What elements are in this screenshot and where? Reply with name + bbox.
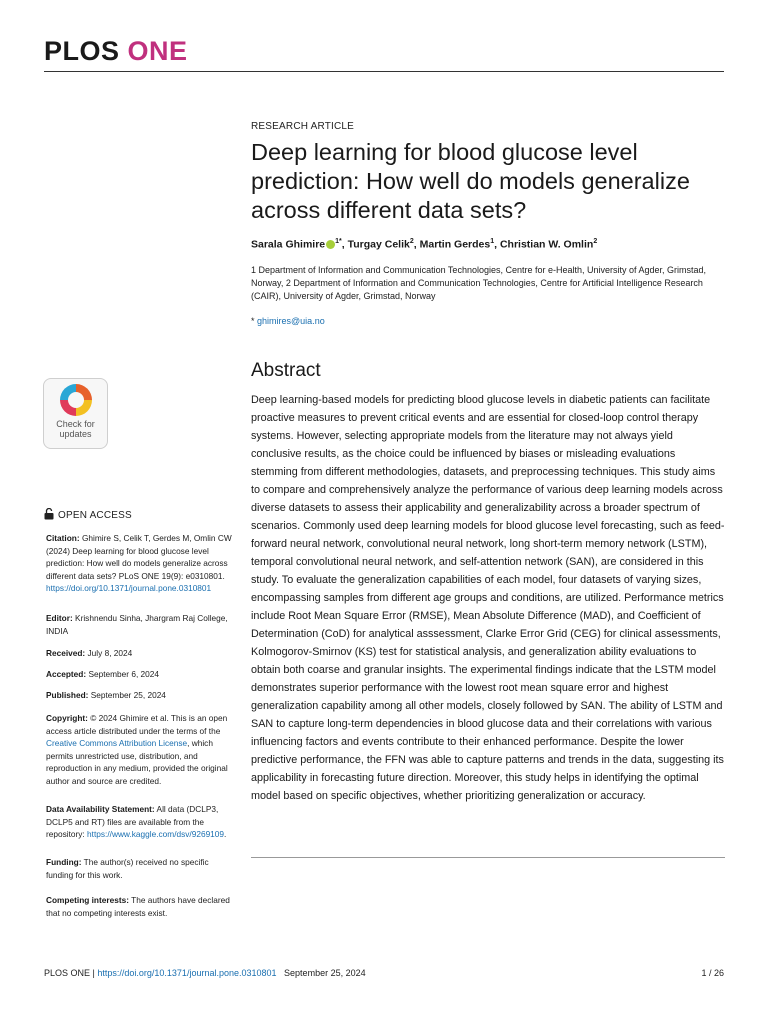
logo-plos-text: PLOS: [44, 36, 120, 66]
citation-label: Citation:: [46, 533, 80, 543]
accepted-date: September 6, 2024: [88, 669, 160, 679]
published-label: Published:: [46, 690, 89, 700]
author-list: Sarala Ghimire $^{1*}$, Turgay Celik$^2$, Martin Gerdes$^1$, Christian W. Omlin$^2$: [251, 238, 598, 251]
badge-line1: Check for: [56, 419, 95, 429]
received-block: [46, 647, 236, 660]
competing-interests-label: Competing interests:: [46, 895, 129, 905]
check-for-updates-icon: [60, 384, 92, 416]
citation-text: Ghimire S, Celik T, Gerdes M, Omlin CW (2024) Deep learning for blood glucose level prediction: How well do models generalize across different data sets? PLoS ONE 19(9): e0310801.: [46, 533, 232, 581]
data-availability-label: Data Availability Statement:: [46, 804, 155, 814]
published-date: September 25, 2024: [90, 690, 166, 700]
footer-journal: PLOS ONE |: [44, 968, 95, 978]
journal-header: [44, 34, 724, 72]
corresponding-marker: *: [339, 238, 342, 245]
author-name[interactable]: Turgay Celik: [347, 238, 410, 251]
abstract-text: Deep learning-based models for predicting blood glucose levels in diabetic patients can facilitate proactive measures to prevent critical events and are essential for closed-loop control therapy systems. However, selecting appropriate models from the literature may not always yield conclusive results, as the choice could be influenced by biases or misleading evaluations stemming from different methodologies, datasets, and preprocessing techniques. This study aims to compare and comprehensively analyze the performance of various deep learning models across diverse datasets to assess their applicability and generalizability across a broader spectrum of scenarios. Commonly used deep learning models for blood glucose level forecasting, such as feed-forward neural network, convolutional neural network, long short-term memory network (LSTM), temporal convolutional neural network, and self-attention network (SAN), are considered in this study. To evaluate the generalization capabilities of each model, four datasets of varying sizes, encompassing samples from different age groups and conditions, are utilized. Performance metrics include Root Mean Square Error (RMSE), Mean Absolute Difference (MAD), and Coefficient of Determination (CoD) for analytical asssessment, Clarke Error Grid (CEG) for clinical assessments, Kolmogorov-Smirnov (KS) test for statistical analysis, and generalization ability evaluations to obtain both coarse and granular insights. The experimental findings indicate that the LSTM model demonstrates superior performance with the lowest root mean square error and highest generalization capability among all other models, closely followed by SAN. The ability of LSTM and SAN to capture long-term dependencies in blood glucose data and their correlations with various influencing factors and events contribute to their enhanced performance. Despite the lower predictive performance, the FFN was able to capture patterns and trends in the data, suggesting its applicability in forecasting future direction. Moreover, this study helps in identifying the optimal model based on specific objectives, whether prioritizing generalization or accuracy.: [251, 394, 725, 802]
open-access-label: [44, 508, 132, 521]
accepted-label: Accepted:: [46, 669, 87, 679]
data-availability-block: [46, 803, 236, 841]
footer-date: September 25, 2024: [284, 968, 366, 978]
data-availability-text: All data (DCLP3, DCLP5 and RT) files are available from the repository:: [46, 804, 219, 839]
copyright-block: [46, 712, 236, 787]
author-affil-sup: 1: [490, 238, 495, 245]
copyright-text: © 2024 Ghimire et al. This is an open access article distributed under the terms of the: [46, 713, 228, 736]
email-link[interactable]: ghimires@uia.no: [257, 316, 325, 326]
data-availability-end: .: [224, 829, 227, 839]
funding-text: The author(s) received no specific funding for this work.: [46, 857, 209, 880]
author-name[interactable]: Christian W. Omlin: [499, 238, 594, 251]
funding-label: Funding:: [46, 857, 82, 867]
competing-interests-text: The authors have declared that no competing interests exist.: [46, 895, 230, 918]
citation-block: [46, 532, 236, 595]
article-type: RESEARCH ARTICLE: [251, 121, 355, 132]
email-marker: *: [251, 316, 255, 326]
open-lock-icon: [44, 508, 54, 520]
received-date: July 8, 2024: [87, 648, 133, 658]
affiliations: 1 Department of Information and Communication Technologies, Centre for e-Health, University of Agder, Grimstad, Norway, 2 Department of Information and Communication Technologies, Centre for Artificial Intelligence Research (CAIR), University of Agder, Grimstad, Norway: [251, 265, 707, 301]
page-number: 1 / 26: [701, 968, 724, 978]
license-link[interactable]: Creative Commons Attribution License: [46, 738, 188, 748]
author-affil-sup: 1: [335, 238, 340, 245]
abstract-divider: [251, 857, 725, 858]
badge-label: [44, 419, 107, 439]
published-block: [46, 689, 236, 702]
author-name[interactable]: Sarala Ghimire: [251, 238, 326, 251]
data-repository-link[interactable]: https://www.kaggle.com/dsv/9269109: [87, 829, 225, 839]
citation-doi-link[interactable]: https://doi.org/10.1371/journal.pone.0310801: [46, 583, 212, 593]
author-affil-sup: 2: [409, 238, 414, 245]
article-title: Deep learning for blood glucose level prediction: How well do models generalize across different data sets?: [251, 139, 690, 223]
check-for-updates-badge[interactable]: [43, 378, 108, 449]
journal-logo[interactable]: [44, 34, 188, 68]
editor-text: Krishnendu Sinha, Jhargram Raj College, INDIA: [46, 613, 228, 636]
logo-one-text: ONE: [127, 36, 188, 66]
received-label: Received:: [46, 648, 86, 658]
author-name[interactable]: Martin Gerdes: [419, 238, 491, 251]
badge-line2: updates: [59, 429, 92, 439]
open-access-text: OPEN ACCESS: [58, 510, 132, 521]
page-footer: [44, 968, 724, 978]
corresponding-email: [251, 316, 325, 326]
copyright-text-rest: , which permits unrestricted use, distribution, and reproduction in any medium, provided the original author and source are credited.: [46, 738, 228, 786]
author-affil-sup: 2: [593, 238, 598, 245]
orcid-icon[interactable]: [326, 240, 335, 249]
copyright-label: Copyright:: [46, 713, 88, 723]
abstract-heading: Abstract: [251, 360, 321, 381]
editor-label: Editor:: [46, 613, 73, 623]
editor-block: [46, 612, 236, 637]
funding-block: [46, 856, 236, 881]
competing-interests-block: [46, 894, 236, 919]
accepted-block: [46, 668, 236, 681]
footer-doi-link[interactable]: https://doi.org/10.1371/journal.pone.0310801: [97, 968, 277, 978]
